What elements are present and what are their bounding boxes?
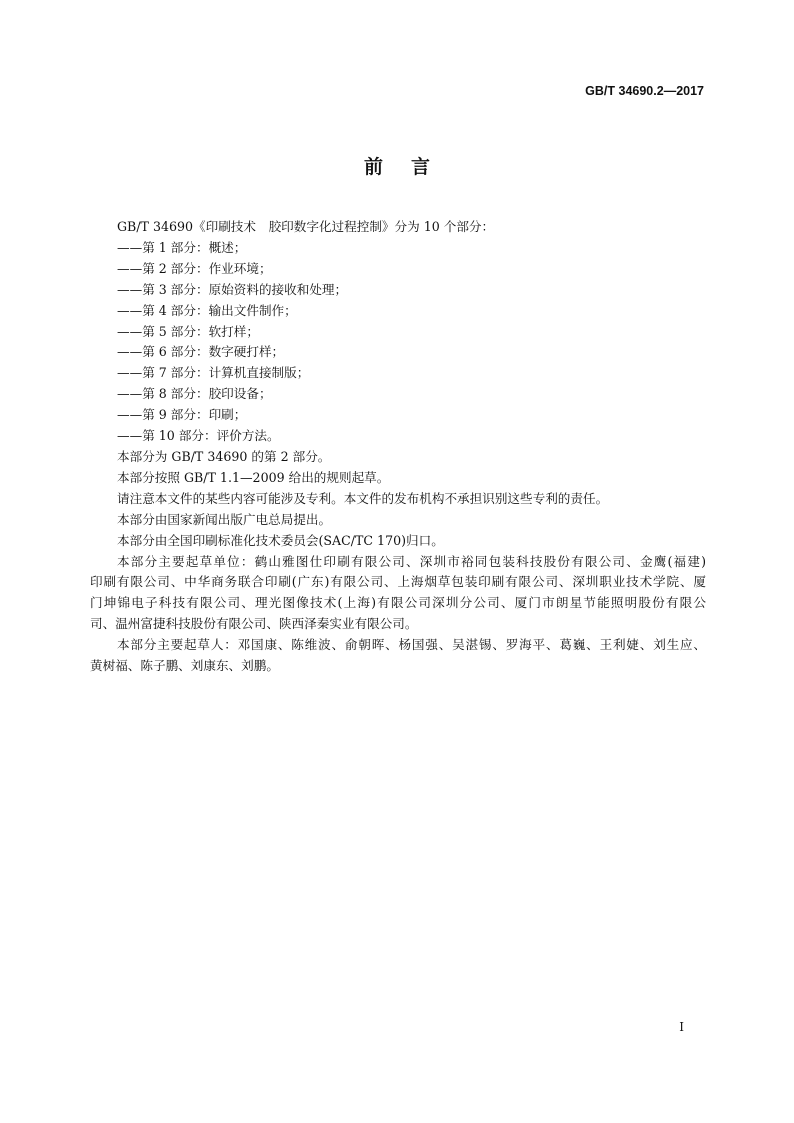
part-item: ——第 3 部分：原始资料的接收和处理；	[117, 281, 348, 297]
page-title: 前言	[363, 156, 458, 178]
drafting-units-line: 门坤锦电子科技有限公司、理光图像技术(上海)有限公司深圳分公司、厦门市朗星节能照明股份有限公	[90, 595, 706, 611]
paragraph: 请注意本文件的某些内容可能涉及专利。本文件的发布机构不承担识别这些专利的责任。	[117, 490, 609, 506]
foreword-body	[90, 217, 706, 677]
part-item: ——第 10 部分：评价方法。	[117, 428, 280, 444]
part-item: ——第 2 部分：作业环境；	[117, 260, 272, 276]
paragraph: 本部分为 GB/T 34690 的第 2 部分。	[117, 448, 331, 464]
part-item: ——第 6 部分：数字硬打样；	[117, 344, 285, 360]
page-number: I	[679, 1020, 684, 1034]
part-item: ——第 5 部分：软打样；	[117, 323, 259, 339]
drafters-line: 本部分主要起草人：邓国康、陈维波、俞朝晖、杨国强、吴湛锡、罗海平、葛巍、王利婕、刘生应、	[117, 637, 706, 653]
drafting-units-line: 司、温州富捷科技股份有限公司、陕西泽秦实业有限公司。	[90, 616, 418, 632]
standard-number: GB/T 34690.2—2017	[585, 84, 704, 98]
part-item: ——第 9 部分：印刷；	[117, 407, 247, 423]
part-item: ——第 8 部分：胶印设备；	[117, 386, 272, 402]
intro-paragraph: GB/T 34690《印刷技术 胶印数字化过程控制》分为 10 个部分：	[117, 219, 495, 234]
paragraph: 本部分按照 GB/T 1.1—2009 给出的规则起草。	[117, 469, 390, 485]
part-item: ——第 7 部分：计算机直接制版；	[117, 365, 310, 381]
part-item: ——第 4 部分：输出文件制作；	[117, 302, 297, 318]
drafting-units-line: 本部分主要起草单位：鹤山雅图仕印刷有限公司、深圳市裕同包装科技股份有限公司、金鹰(福建)	[117, 553, 706, 569]
paragraph: 本部分由全国印刷标准化技术委员会(SAC/TC 170)归口。	[117, 532, 444, 548]
drafters-line: 黄树福、陈子鹏、刘康东、刘鹏。	[90, 658, 279, 674]
drafting-units-line: 印刷有限公司、中华商务联合印刷(广东)有限公司、上海烟草包装印刷有限公司、深圳职业技术学院、厦	[90, 574, 706, 590]
paragraph: 本部分由国家新闻出版广电总局提出。	[117, 511, 332, 527]
part-item: ——第 1 部分：概述；	[117, 239, 247, 255]
